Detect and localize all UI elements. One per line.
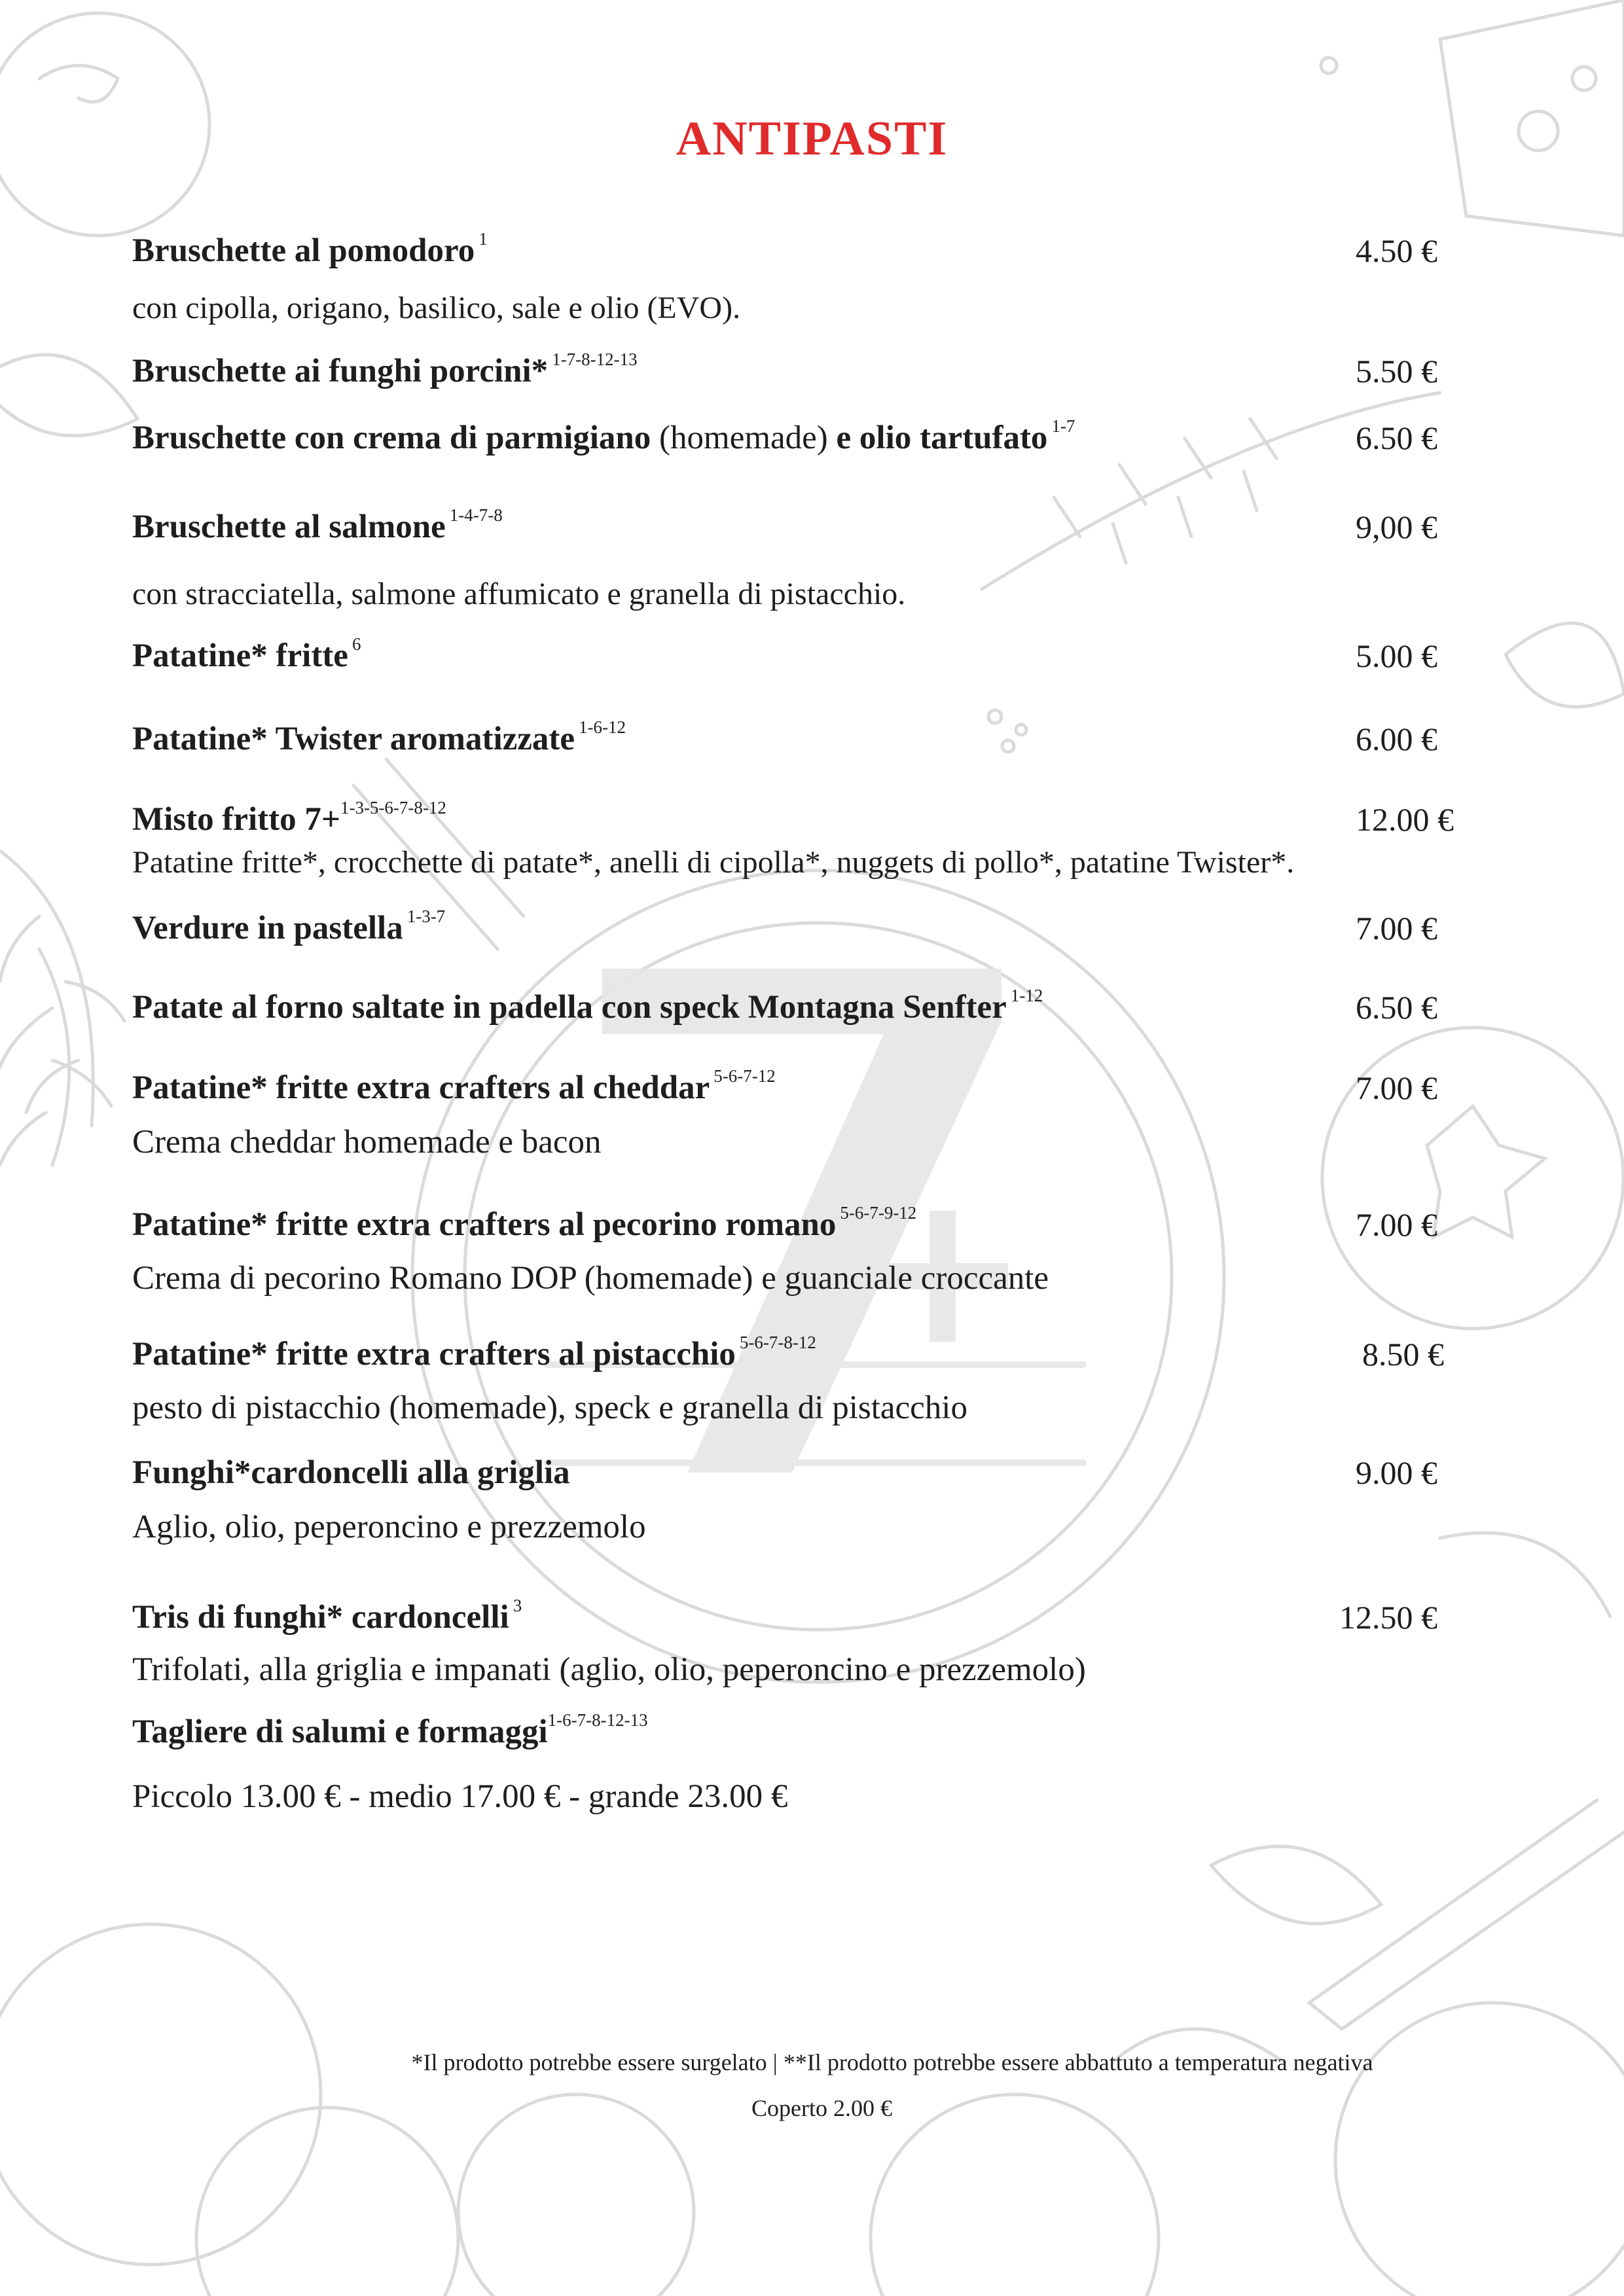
menu-item-price: 5.50 € (1356, 353, 1437, 389)
menu-item-description: con cipolla, origano, basilico, sale e olio (EVO). (132, 291, 741, 325)
menu-item-price: 7.00 € (1356, 1206, 1437, 1243)
menu-item-name: Bruschette al salmone $^{1-4-7-8}$ (132, 505, 503, 545)
menu-item-name: Patatine* fritte extra crafters al pecorino romano $^{5-6-7-9-12}$ (132, 1203, 917, 1243)
menu-item-description: Aglio, olio, peperoncino e prezzemolo (132, 1509, 646, 1545)
menu-item-name: Funghi*cardoncelli alla griglia (132, 1454, 570, 1491)
menu-item-price: 6.50 € (1356, 989, 1437, 1026)
menu-item-price: 5.00 € (1356, 637, 1437, 674)
menu-item-description: con stracciatella, salmone affumicato e granella di pistacchio. (132, 577, 906, 611)
menu-item-name: Bruschette ai funghi porcini* $^{1-7-8-12-13}$ (132, 350, 638, 389)
menu-item-name: Patatine* fritte extra crafters al pistacchio $^{5-6-7-8-12}$ (132, 1333, 816, 1372)
menu-item-description: Crema di pecorino Romano DOP (homemade) e guanciale croccante (132, 1260, 1049, 1297)
menu-item-name: Bruschette con crema di parmigiano (homemade) e olio tartufato $^{1-7}$ (132, 416, 1075, 456)
menu-item-description: Trifolati, alla griglia e impanati (aglio, olio, peperoncino e prezzemolo) (132, 1651, 1086, 1688)
menu-item-name: Bruschette al pomodoro $^1$ (132, 229, 488, 269)
menu-item-description: Crema cheddar homemade e bacon (132, 1124, 602, 1160)
menu-item-name: Verdure in pastella $^{1-3-7}$ (132, 906, 446, 946)
footer-notes (0, 2049, 1624, 2076)
menu-item-price: 4.50 € (1356, 232, 1437, 269)
menu-item-price: 7.00 € (1356, 910, 1437, 946)
page-title: ANTIPASTI (676, 112, 948, 166)
menu-item-name: Misto fritto 7+$^{1-3-5-6-7-8-12}$ (132, 798, 446, 838)
menu-item-name: Tagliere di salumi e formaggi$^{1-6-7-8-12-13}$ (132, 1710, 648, 1750)
menu-item-price: 12.00 € (1356, 801, 1454, 838)
menu-item-price: 7.00 € (1356, 1069, 1437, 1106)
menu-item-price: 8.50 € (1362, 1336, 1444, 1372)
footer-coperto: Coperto 2.00 € (751, 2095, 892, 2121)
menu-item-price: 12.50 € (1339, 1599, 1437, 1636)
menu-item-name: Patatine* Twister aromatizzate $^{1-6-12}$ (132, 717, 626, 757)
menu-item-description: Piccolo 13.00 € - medio 17.00 € - grande 23.00 € (132, 1778, 788, 1815)
menu-item-name: Patate al forno saltate in padella con speck Montagna Senfter $^{1-12}$ (132, 986, 1043, 1026)
menu-item-name: Patatine* fritte $^6$ (132, 634, 361, 674)
menu-item-price: 9.00 € (1356, 1454, 1437, 1491)
footer-frozen-note: *Il prodotto potrebbe essere surgelato (411, 2049, 767, 2075)
footer-chilled-note: **Il prodotto potrebbe essere abbattuto a temperatura negativa (783, 2049, 1373, 2075)
menu-item-price: 6.50 € (1356, 420, 1437, 456)
menu-item-description: pesto di pistacchio (homemade), speck e granella di pistacchio (132, 1390, 967, 1426)
menu-item-description: Patatine fritte*, crocchette di patate*, anelli di cipolla*, nuggets di pollo*, patatine Twister*. (132, 845, 1295, 880)
menu-item-name: Patatine* fritte extra crafters al cheddar $^{5-6-7-12}$ (132, 1066, 776, 1106)
footer-separator: | (772, 2049, 778, 2075)
menu-item-price: 6.00 € (1356, 721, 1437, 757)
menu-item-price: 9,00 € (1356, 509, 1437, 545)
menu-item-name: Tris di funghi* cardoncelli $^3$ (132, 1596, 522, 1636)
